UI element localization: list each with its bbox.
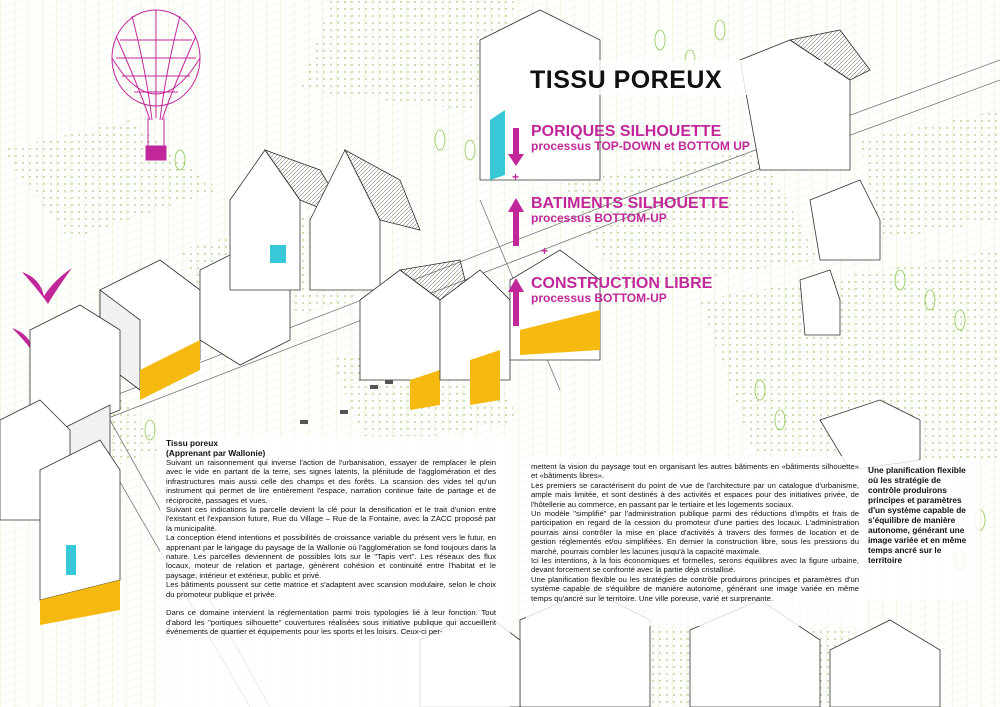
process-subtitle: processus TOP-DOWN et BOTTOM UP bbox=[531, 139, 750, 153]
process-item-poriques bbox=[531, 124, 750, 153]
paragraph: Une planification flexible ou les stratégies de contrôle produirons principes et paramètres d'un système capable de s'équilibre de manière autonome, générant une image variée en même temps qu'ancré sur le territoire. Une ville poreuse, varié et surprenante. bbox=[531, 574, 859, 603]
article-body bbox=[166, 458, 496, 636]
paragraph: Suivant ces indications la parcelle devient la clé pour la densification et le trait d'union entre l'existant et l'expansion future, Rue du Village – Rue de la Fontaine, avec la ZACC proposé par la municipalité. bbox=[166, 505, 496, 533]
paragraph: Suivant un raisonnement qui inverse l'action de l'urbanisation, essayer de remplacer le plein avec le vide en partant de la terre, ses signes latents, la plénitude de l'agglomération et des infrastructures mais aussi celle des champs et des forêts. La scansion des vides tel qu'un instrument qui permet de lire entièrement l'espace, narration continue faite de partage et de réciprocité, passages et vues. bbox=[166, 458, 496, 505]
page-title: TISSU POREUX bbox=[530, 66, 723, 94]
process-subtitle: processus BOTTOM-UP bbox=[531, 211, 667, 225]
article-column-2 bbox=[531, 462, 859, 603]
plus-sign: + bbox=[512, 170, 520, 184]
paragraph: Les bâtiments poussent sur cette matrice et s'adaptent avec scansion modulaire, selon le choix du promoteur publique et privée. bbox=[166, 580, 496, 599]
paragraph: Un modèle "simplifié" par l'administration publique parmi des réductions d'impôts et frais de participation en regard de la cession du promoteur d'une parties des locaux. L'administration pourrais ainsi contrôler la mise en place d'activités à travers des formes de location et de gestion réglementés et/ou simplifiées. En dernier la construction libre, sous les pressions du marché, pourrais combler les lacunes jusqu'à la capacité maximale. bbox=[531, 509, 859, 556]
process-title: CONSTRUCTION LIBRE bbox=[531, 275, 713, 292]
paragraph: Ici les intentions, à la fois économiques et formelles, serons équilibres avec la figure urbaine, devant forcement se confronté avec la partie déjà cristallisé. bbox=[531, 556, 859, 575]
process-item-batiments bbox=[531, 196, 729, 225]
plus-sign: + bbox=[541, 244, 549, 258]
paragraph: La conception étend intentions et possibilités de croissance variable du présent vers le futur, en apprenant par le langage du paysage de la Wallonie où l'agglomération se fond toujours dans la nature. Les parcelles deviennent de possibles lots sur le "Tapis vert". Les réseaux des flux locaux, moteur de relation et partage, génèrent cohésion et continuité entre l'habitat et le paysage, intérieur et extérieur, public et privé. bbox=[166, 533, 496, 580]
article-column-1 bbox=[166, 438, 496, 636]
paragraph: mettent la vision du paysage tout en organisant les autres bâtiments en «bâtiments silhouette» et «bâtiments libres». bbox=[531, 462, 859, 481]
paragraph: Dans ce domaine intervient la réglementation parmi trois typologies lié à leur fonction. Tout d'abord les "portiques silhouette" couvertures réalisées sous initiative publique qui accueillent événements de quartier et équipements pour les sports et les loisirs. Ceux-ci per- bbox=[166, 608, 496, 636]
paragraph-spacer bbox=[166, 599, 496, 608]
article-heading: Tissu poreux bbox=[166, 438, 218, 448]
process-title: PORIQUES SILHOUETTE bbox=[531, 123, 722, 140]
article-subheading: (Apprenant par Wallonie) bbox=[166, 448, 266, 458]
process-subtitle: processus BOTTOM-UP bbox=[531, 291, 667, 305]
process-item-construction bbox=[531, 276, 712, 305]
sidebar-quote: Une planification flexible où les stratégie de contrôle produirons principes et paramètres d'un système capable de s'équilibre de manière autonome, générant une image variée et en même temps ancré sur le territoire bbox=[868, 465, 967, 565]
process-title: BATIMENTS SILHOUETTE bbox=[531, 195, 729, 212]
paragraph: Les premiers se caractérisent du point de vue de l'architecture par un catalogue d'urbanisme, ample mais limitée, et sont destinés à des activités et espaces pour des initiatives privée, de l'hôtellerie au commerce, en passant par le tertiaire et les logements sociaux. bbox=[531, 480, 859, 509]
